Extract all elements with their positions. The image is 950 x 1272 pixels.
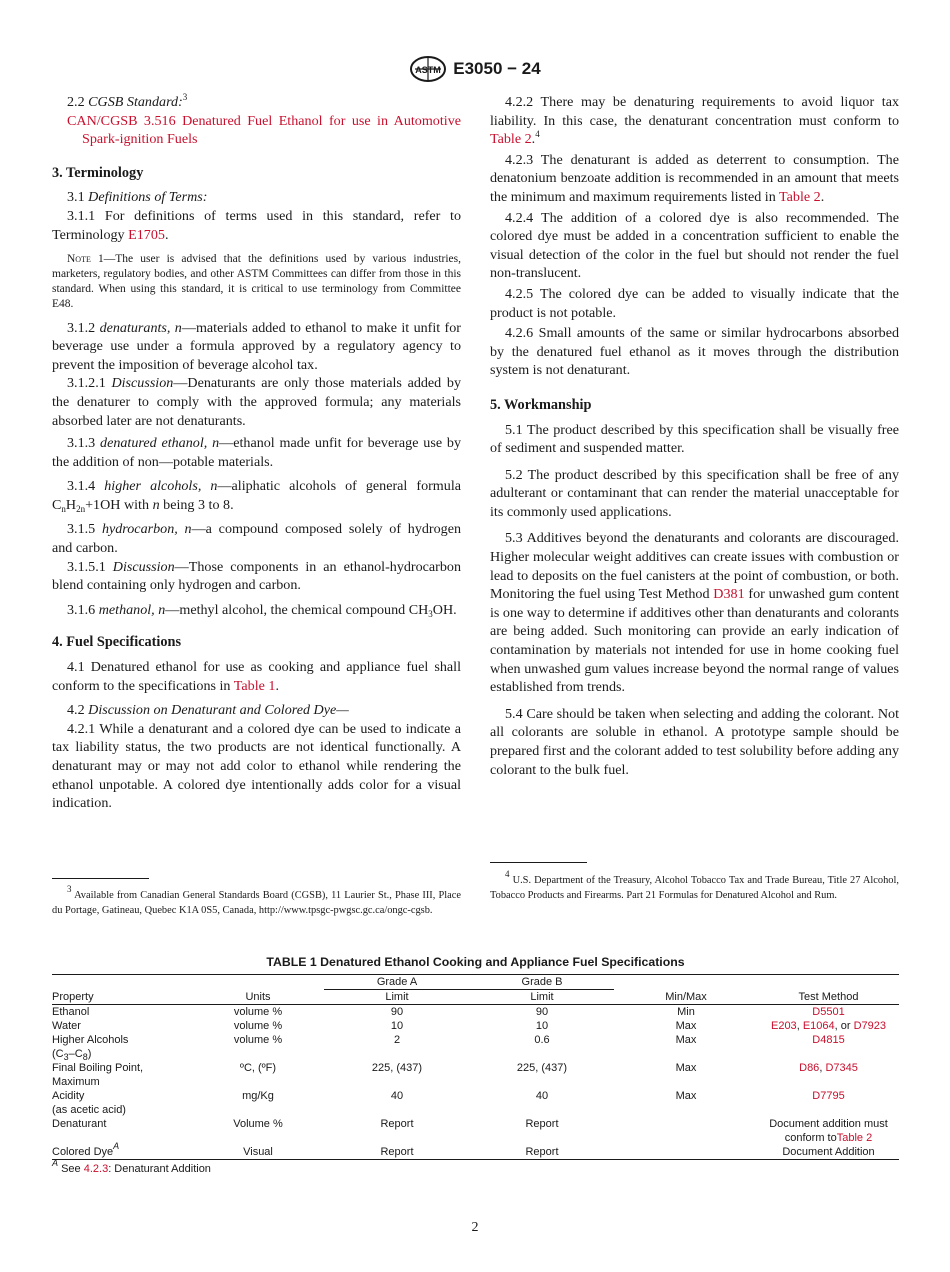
units-header: Units bbox=[192, 990, 324, 1005]
d4815-link[interactable]: D4815 bbox=[812, 1034, 845, 1046]
grade-b-cell: 90 bbox=[535, 1006, 549, 1018]
grade-b-cell: 40 bbox=[535, 1090, 549, 1102]
property-cell: Ethanol bbox=[52, 1006, 90, 1018]
table-2-link[interactable]: Table 2 bbox=[836, 1132, 873, 1144]
specifications-table bbox=[52, 974, 899, 1160]
units-cell: volume % bbox=[233, 1034, 283, 1046]
section-2-2-heading: 2.2 CGSB Standard:$^3$ bbox=[67, 92, 188, 110]
right-column bbox=[490, 93, 899, 779]
e203-link[interactable]: E203 bbox=[770, 1020, 797, 1032]
table-row: Final Boiling Point, Maximum ºC, (ºF) 225, (437) 225, (437) Max D86, D7345 bbox=[52, 1062, 858, 1088]
cgsb-reference bbox=[52, 112, 461, 149]
section-3-1-2-1: 3.1.2.1 Discussion—Denaturants are only those materials added by the denaturer to comply with the approved formula; any materials absorbed later are not denaturants. bbox=[52, 375, 461, 429]
page-number: 2 bbox=[471, 1220, 479, 1235]
e1064-link[interactable]: E1064 bbox=[802, 1020, 835, 1032]
astm-logo-text: ASTM bbox=[415, 65, 442, 75]
footnote-3: $^3$ Available from Canadian General Standards Board (CGSB), 11 Laurier St., Phase III, Place du Portage, Gatineau, Quebec K1A 0S5, Canada, http://www.tpsgc-pwgsc.gc.ca/ongc-cgsb. bbox=[52, 884, 461, 916]
grade-b-cell: Report bbox=[525, 1118, 559, 1130]
d7923-link[interactable]: D7923 bbox=[853, 1020, 886, 1032]
table-footnote: $^A$ See 4.2.3: Denaturant Addition bbox=[52, 1158, 211, 1175]
section-4-2-2: 4.2.2 There may be denaturing requirements to avoid liquor tax liability. In this case, the denaturant concentration must conform to Table 2.$^4$ bbox=[490, 94, 899, 148]
units-cell: volume % bbox=[233, 1020, 283, 1032]
units-cell: mg/Kg bbox=[242, 1090, 274, 1102]
table-row bbox=[52, 1089, 899, 1117]
section-3-1-6: 3.1.6 methanol, n—methyl alcohol, the chemical compound $CH_3OH$. bbox=[67, 601, 457, 619]
section-5-heading: 5. Workmanship bbox=[490, 396, 592, 413]
page-header bbox=[0, 56, 950, 82]
minmax-header: Min/Max bbox=[614, 990, 758, 1005]
grade-a-header: Grade A bbox=[324, 975, 470, 990]
d5501-link[interactable]: D5501 bbox=[812, 1006, 845, 1018]
section-3-1-5: 3.1.5 hydrocarbon, n—a compound composed solely of hydrogen and carbon. bbox=[52, 521, 461, 557]
minmax-cell: Max bbox=[675, 1090, 697, 1102]
grade-a-cell: 2 bbox=[393, 1034, 401, 1046]
section-5-3: 5.3 Additives beyond the denaturants and colorants are discouraged. Higher molecular weight additives can create issues with combustion or lead to deposits on the fuel canisters at the point of combustion, or both. Monitoring the fuel using Test Method D381 for unwashed gum content is one way to determine if additives other than denaturants and colorants are being added. Such monitoring can provide an early indication of contamination by materials not intended for use in home cooking fuel when unwashed gum values increase beyond the normal range of values established from trends. bbox=[490, 530, 899, 696]
property-header: Property bbox=[52, 990, 192, 1005]
table-row bbox=[52, 1005, 899, 1020]
grade-a-cell: 10 bbox=[390, 1020, 404, 1032]
section-4-heading: 4. Fuel Specifications bbox=[52, 634, 182, 651]
footnote-rule bbox=[52, 878, 149, 879]
section-5-2: 5.2 The product described by this specification shall be free of any adulterant or contaminant that can render the material unacceptable for its commonly used applications. bbox=[490, 466, 899, 520]
d7795-link[interactable]: D7795 bbox=[812, 1090, 845, 1102]
units-cell: Volume % bbox=[233, 1118, 283, 1130]
section-4-2-3: 4.2.3 The denaturant is added as deterrent to consumption. The denatonium benzoate addition is recommended in an amount that meets the minimum and maximum requirements listed in Table 2. bbox=[490, 151, 899, 205]
footnote-4: $^4$ U.S. Department of the Treasury, Alcohol Tobacco Tax and Trade Bureau, Title 27 Alcohol, Tobacco Products and Firearms. Part 21 Formulas for Denatured Alcohol and Rum. bbox=[490, 869, 899, 901]
note-1: Note 1—The user is advised that the definitions used by various industries, marketers, regulatory bodies, and other ASTM Committees can differ from those in this standard. When using this standard, it is critical to use terminology from Committee E48. bbox=[52, 253, 461, 311]
property-cell: Final Boiling Point, Maximum bbox=[52, 1062, 144, 1088]
grade-a-cell: Report bbox=[380, 1118, 414, 1130]
minmax-cell: Min bbox=[677, 1006, 695, 1018]
units-cell: Visual bbox=[192, 1145, 324, 1160]
table-row bbox=[52, 1033, 899, 1061]
grade-a-cell: 90 bbox=[390, 1006, 404, 1018]
standard-designation: E3050 − 24 bbox=[453, 59, 541, 78]
section-4-2: 4.2 Discussion on Denaturant and Colored Dye— bbox=[67, 702, 349, 719]
test-method-cell: Document Addition bbox=[758, 1145, 899, 1160]
d86-link[interactable]: D86 bbox=[799, 1062, 820, 1074]
section-4-2-5: 4.2.5 The colored dye can be added to visually indicate that the product is not potable. bbox=[490, 285, 899, 321]
minmax-cell: Max bbox=[675, 1062, 697, 1074]
grade-a-cell: 225, (437) bbox=[371, 1062, 423, 1074]
property-cell: Acidity (as acetic acid) bbox=[52, 1090, 126, 1116]
cgsb-code-link[interactable]: CAN/CGSB 3.516 bbox=[67, 112, 176, 129]
table-2-link[interactable]: Table 2 bbox=[490, 131, 532, 148]
section-4-2-6: 4.2.6 Small amounts of the same or similar hydrocarbons absorbed by the denatured fuel ethanol as it moves through the distribution system is not denaturant. bbox=[490, 325, 899, 379]
property-cell: Water bbox=[52, 1020, 81, 1032]
section-3-heading: 3. Terminology bbox=[52, 164, 144, 181]
section-4-2-1: 4.2.1 While a denaturant and a colored dye can be used to indicate a tax liability status, the two products are not identical functionally. A denaturant may or may not add color to ethanol while rendering the ethanol unpotable. A colored dye intentionally adds color for a visual indication. bbox=[52, 720, 461, 812]
minmax-cell bbox=[614, 1145, 758, 1160]
table-2-link[interactable]: Table 2 bbox=[779, 188, 821, 205]
section-5-4: 5.4 Care should be taken when selecting and adding the colorant. Not all colorants are soluble in ethanol. A prototype sample should be prepared first and the colorant added to test solubility before adding any colorant to the bulk fuel. bbox=[490, 705, 899, 778]
section-3-1-4: 3.1.4 higher alcohols, n—aliphatic alcohols of general formula $C_nH_{2n}+1OH$ with n being 3 to 8. bbox=[52, 478, 461, 514]
table-row: Water volume % 10 10 Max E203, E1064, or D7923 bbox=[52, 1020, 886, 1032]
astm-logo-icon bbox=[409, 56, 447, 82]
limit-a-header: Limit bbox=[324, 990, 470, 1005]
section-3-1-2: 3.1.2 denaturants, n—materials added to ethanol to make it unfit for beverage use under a formula approved by a regulatory agency to prevent the imposition of beverage alcohol tax. bbox=[52, 319, 461, 373]
grade-b-header: Grade B bbox=[470, 975, 614, 990]
units-cell: ºC, (ºF) bbox=[239, 1062, 277, 1074]
grade-b-cell: 0.6 bbox=[534, 1034, 550, 1046]
d7345-link[interactable]: D7345 bbox=[825, 1062, 858, 1074]
left-column bbox=[52, 93, 461, 813]
minmax-cell: Max bbox=[675, 1034, 697, 1046]
section-3-1-5-1: 3.1.5.1 Discussion—Those components in an ethanol-hydrocarbon blend containing only hydrogen and carbon. bbox=[52, 558, 461, 594]
grade-b-cell: 225, (437) bbox=[516, 1062, 568, 1074]
table-1-caption: TABLE 1 Denatured Ethanol Cooking and Appliance Fuel Specifications bbox=[266, 955, 685, 969]
table-row bbox=[52, 1117, 899, 1145]
limit-b-header: Limit bbox=[470, 990, 614, 1005]
section-3-1-3: 3.1.3 denatured ethanol, n—ethanol made unfit for beverage use by the addition of non—potable materials. bbox=[52, 435, 461, 470]
cgsb-title[interactable]: Denatured Fuel Ethanol for use in Automotive Spark-ignition Fuels bbox=[82, 112, 461, 148]
grade-b-cell: Report bbox=[470, 1145, 614, 1160]
e1705-link[interactable]: E1705 bbox=[128, 226, 165, 243]
table-header-row bbox=[52, 975, 899, 990]
footnote-rule bbox=[490, 862, 587, 863]
d381-link[interactable]: D381 bbox=[713, 586, 745, 603]
units-cell: volume % bbox=[233, 1006, 283, 1018]
property-cell: Higher Alcohols $(C_3-C_8)$ bbox=[52, 1034, 129, 1062]
table-row bbox=[52, 1145, 899, 1160]
test-method-cell: Document addition must conform toTable 2 bbox=[769, 1118, 888, 1144]
section-3-1: 3.1 Definitions of Terms: bbox=[67, 189, 208, 206]
test-method-header: Test Method bbox=[758, 990, 899, 1005]
table-header-row bbox=[52, 990, 899, 1005]
section-4-2-4: 4.2.4 The addition of a colored dye is also recommended. The colored dye must be added in a concentration sufficient to enable the visual detection of the color in the fuel but should not render the fuel non-translucent. bbox=[490, 209, 899, 282]
minmax-cell: Max bbox=[675, 1020, 697, 1032]
grade-a-cell: Report bbox=[324, 1145, 470, 1160]
grade-a-cell: 40 bbox=[390, 1090, 404, 1102]
section-3-1-1: 3.1.1 For definitions of terms used in this standard, refer to Terminology E1705. bbox=[52, 207, 461, 243]
table-1-link[interactable]: Table 1 bbox=[233, 677, 276, 694]
grade-b-cell: 10 bbox=[535, 1020, 549, 1032]
property-cell: Denaturant bbox=[52, 1118, 107, 1130]
minmax-cell bbox=[614, 1117, 758, 1145]
section-5-1: 5.1 The product described by this specification shall be visually free of sediment and suspended matter. bbox=[490, 421, 899, 457]
section-4-1: 4.1 Denatured ethanol for use as cooking and appliance fuel shall conform to the specifications in Table 1. bbox=[52, 659, 461, 694]
section-4-2-3-link[interactable]: 4.2.3 bbox=[83, 1163, 109, 1175]
property-cell: Colored Dye$^A$ bbox=[52, 1145, 192, 1160]
